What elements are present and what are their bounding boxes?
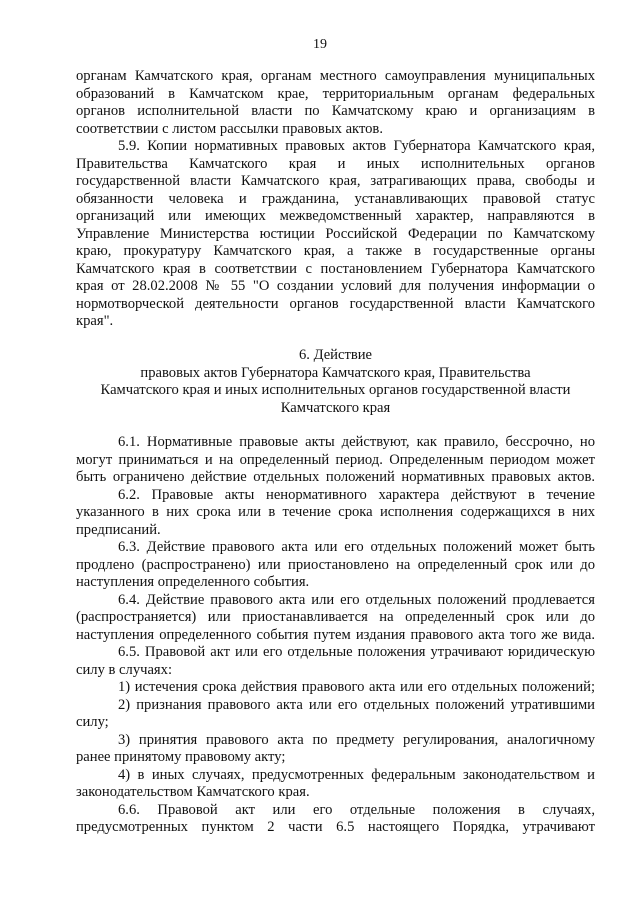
text-line: предусмотренных пунктом 2 части 6.5 настоящего Порядка, утрачивают <box>76 819 595 835</box>
text-line: 6.6. Правовой акт или его отдельные положения в случаях, <box>118 801 595 818</box>
text-line: 3) принятия правового акта по предмету регулирования, аналогичному <box>118 731 595 748</box>
section-heading <box>76 347 595 417</box>
text-line: органам Камчатского края, органам местного самоуправления муниципальных <box>76 68 595 84</box>
text-line: ранее принятому правовому акту; <box>76 749 286 765</box>
text-line: организаций или имеющих межведомственный характер, направляются в <box>76 208 595 224</box>
page-number: 19 <box>313 37 327 52</box>
text-line: (распространяется) или приостанавливается на определенный срок или до <box>76 609 595 625</box>
text-line: нормотворческой деятельности органов государственной власти Камчатского <box>76 295 595 312</box>
text-line: силу; <box>76 714 109 730</box>
text-line: краю, прокуратуру Камчатского края, а также в государственные органы <box>76 243 595 259</box>
text-line: 2) признания правового акта или его отдельных положений утратившими <box>118 696 595 713</box>
text-line: 4) в иных случаях, предусмотренных федеральным законодательством и <box>118 766 595 783</box>
text-line: 5.9. Копии нормативных правовых актов Губернатора Камчатского края, <box>118 138 595 154</box>
text-line: 6.3. Действие правового акта или его отдельных положений может быть <box>118 539 595 555</box>
text-line: быть ограничено действие отдельных положений нормативных правовых актов. <box>76 469 595 485</box>
text-line: указанного в них срока или в течение срока исполнения содержащихся в них <box>76 504 595 520</box>
text-line: предписаний. <box>76 521 161 538</box>
text-line: края". <box>76 313 114 329</box>
heading-line: 6. Действие <box>298 347 373 363</box>
text-line: 6.4. Действие правового акта или его отдельных положений продлевается <box>118 591 595 608</box>
heading-line: правовых актов Губернатора Камчатского края, Правительства <box>140 364 531 381</box>
text-line: 1) истечения срока действия правового акта или его отдельных положений; <box>118 679 595 695</box>
text-line: законодательством Камчатского края. <box>76 784 310 800</box>
text-line: продлено (распространено) или приостановлено на определенный срок или до <box>76 556 595 573</box>
text-line: Правительства Камчатского края и иных исполнительных органов <box>76 155 595 172</box>
text-line: соответствии с листом рассылки правовых актов. <box>76 120 383 137</box>
section-6-body <box>76 434 595 837</box>
text-line: государственной власти Камчатского края, затрагивающих права, свободы и <box>76 173 595 189</box>
text-line: обязанности человека и гражданина, устанавливающих правовой статус <box>76 190 595 207</box>
text-line: могут приниматься и на определенный период. Определенным периодом может <box>76 451 595 468</box>
text-line: наступления определенного события. <box>76 574 310 590</box>
text-line: 6.1. Нормативные правовые акты действуют, как правило, бессрочно, но <box>118 434 595 450</box>
text-line: образований в Камчатском крае, территориальным органам федеральных <box>76 85 595 102</box>
text-line: края от 28.02.2008 № 55 "О создании условий для получения информации о <box>76 278 595 294</box>
heading-line: Камчатского края и иных исполнительных органов государственной власти <box>100 382 571 398</box>
text-line: Управление Министерства юстиции Российской Федерации по Камчатскому <box>76 225 595 242</box>
text-line: 6.2. Правовые акты ненормативного характера действуют в течение <box>118 486 595 503</box>
text-line: органов исполнительной власти по Камчатскому краю и организациям в <box>76 103 595 119</box>
paragraph-5-9 <box>76 138 595 331</box>
text-line: 6.5. Правовой акт или его отдельные положения утрачивают юридическую <box>118 644 595 660</box>
text-line: силу в случаях: <box>76 661 172 678</box>
text-line: Камчатского края в соответствии с постановлением Губернатора Камчатского <box>76 260 595 277</box>
paragraph-continuation <box>76 68 595 138</box>
text-line: наступления определенного события путем издания правового акта того же вида. <box>76 626 595 643</box>
heading-line: Камчатского края <box>280 399 391 416</box>
